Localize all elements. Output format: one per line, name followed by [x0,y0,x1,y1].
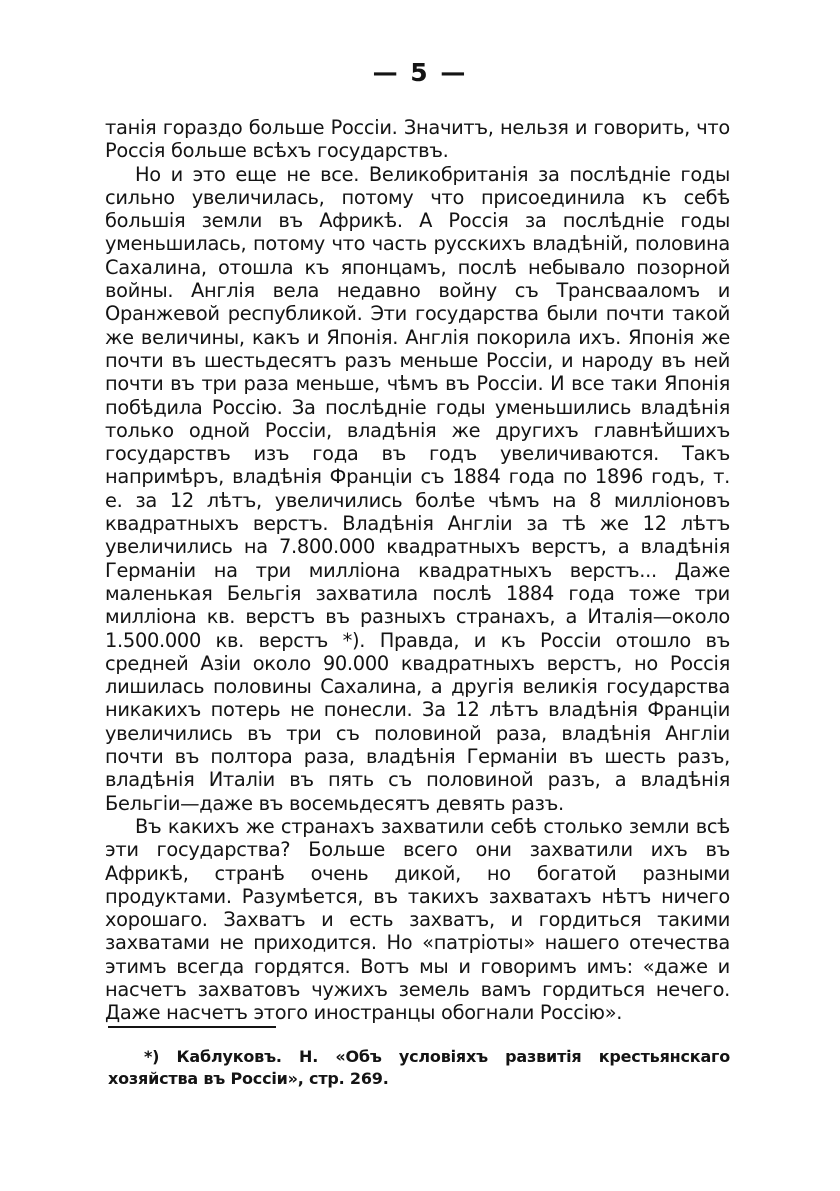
page-number: — 5 — [372,58,468,87]
paragraph-conquests: Въ какихъ же странахъ захватили себѣ столько земли всѣ эти государства? Больше всего они захватили ихъ въ Африкѣ, странѣ очень дикой, но богатой разными продуктами. Разумѣется, въ такихъ захватахъ нѣтъ ничего хорошаго. Захватъ и есть захватъ, и гордиться такими захватами не приходится. Но «патріоты» нашего отечества этимъ всегда гордятся. Вотъ мы и говоримъ имъ: «даже и насчетъ захватовъ чужихъ земель вамъ гордиться нечего. Даже насчетъ этого иностранцы обогнали Россію». [105,814,730,1025]
paragraph-continuation: танія гораздо больше Россіи. Значитъ, нельзя и говорить, что Россія больше всѣхъ государствъ. [105,116,730,163]
footnote: *) Каблуковъ. Н. «Объ условіяхъ развитія крестьянскаго хозяйства въ Россіи», стр. 269. [108,1047,730,1088]
paragraph-territories: Но и это еще не все. Великобританія за послѣдніе годы сильно увеличилась, потому что присоединила къ себѣ большія земли въ Африкѣ. А Россія за послѣдніе годы уменьшилась, потому что часть русскихъ владѣній, половина Сахалина, отошла къ японцамъ, послѣ небывало позорной войны. Англія вела недавно войну съ Трансвааломъ и Оранжевой республикой. Эти государства были почти такой же величины, какъ и Японія. Англія покорила ихъ. Японія же почти въ шестьдесятъ разъ меньше Россіи, и народу въ ней почти въ три раза меньше, чѣмъ въ Россіи. И все таки Японія побѣдила Россію. За послѣдніе годы уменьшились владѣнія только одной Россіи, владѣнія же другихъ главнѣйшихъ государствъ изъ года въ годъ увеличиваются. Такъ напримѣръ, владѣнія Франціи съ 1884 года по 1896 годъ, т. е. за 12 лѣтъ, увеличились болѣе чѣмъ на 8 милліоновъ квадратныхъ верстъ. Владѣнія Англіи за тѣ же 12 лѣтъ увеличились на 7.800.000 квадратныхъ верстъ, а владѣнія Германіи на три милліона квадратныхъ верстъ... Даже маленькая Бельгія захватила послѣ 1884 года тоже три милліона кв. верстъ въ разныхъ странахъ, а Италія—около 1.500.000 кв. верстъ *). Правда, и къ Россіи отошло въ средней Азіи около 90.000 квадратныхъ верстъ, но Россія лишилась половины Сахалина, а другія великія государства никакихъ потерь не понесли. За 12 лѣтъ владѣнія Франціи увеличились въ три съ половиной раза, владѣнія Англіи почти въ полтора раза, владѣнія Германіи въ шесть разъ, владѣнія Италіи въ пять съ половиной разъ, а владѣнія Бельгіи—даже въ восемьдесятъ девять разъ. [105,162,730,815]
main-text [105,116,730,1025]
footnote-separator [108,1026,276,1028]
